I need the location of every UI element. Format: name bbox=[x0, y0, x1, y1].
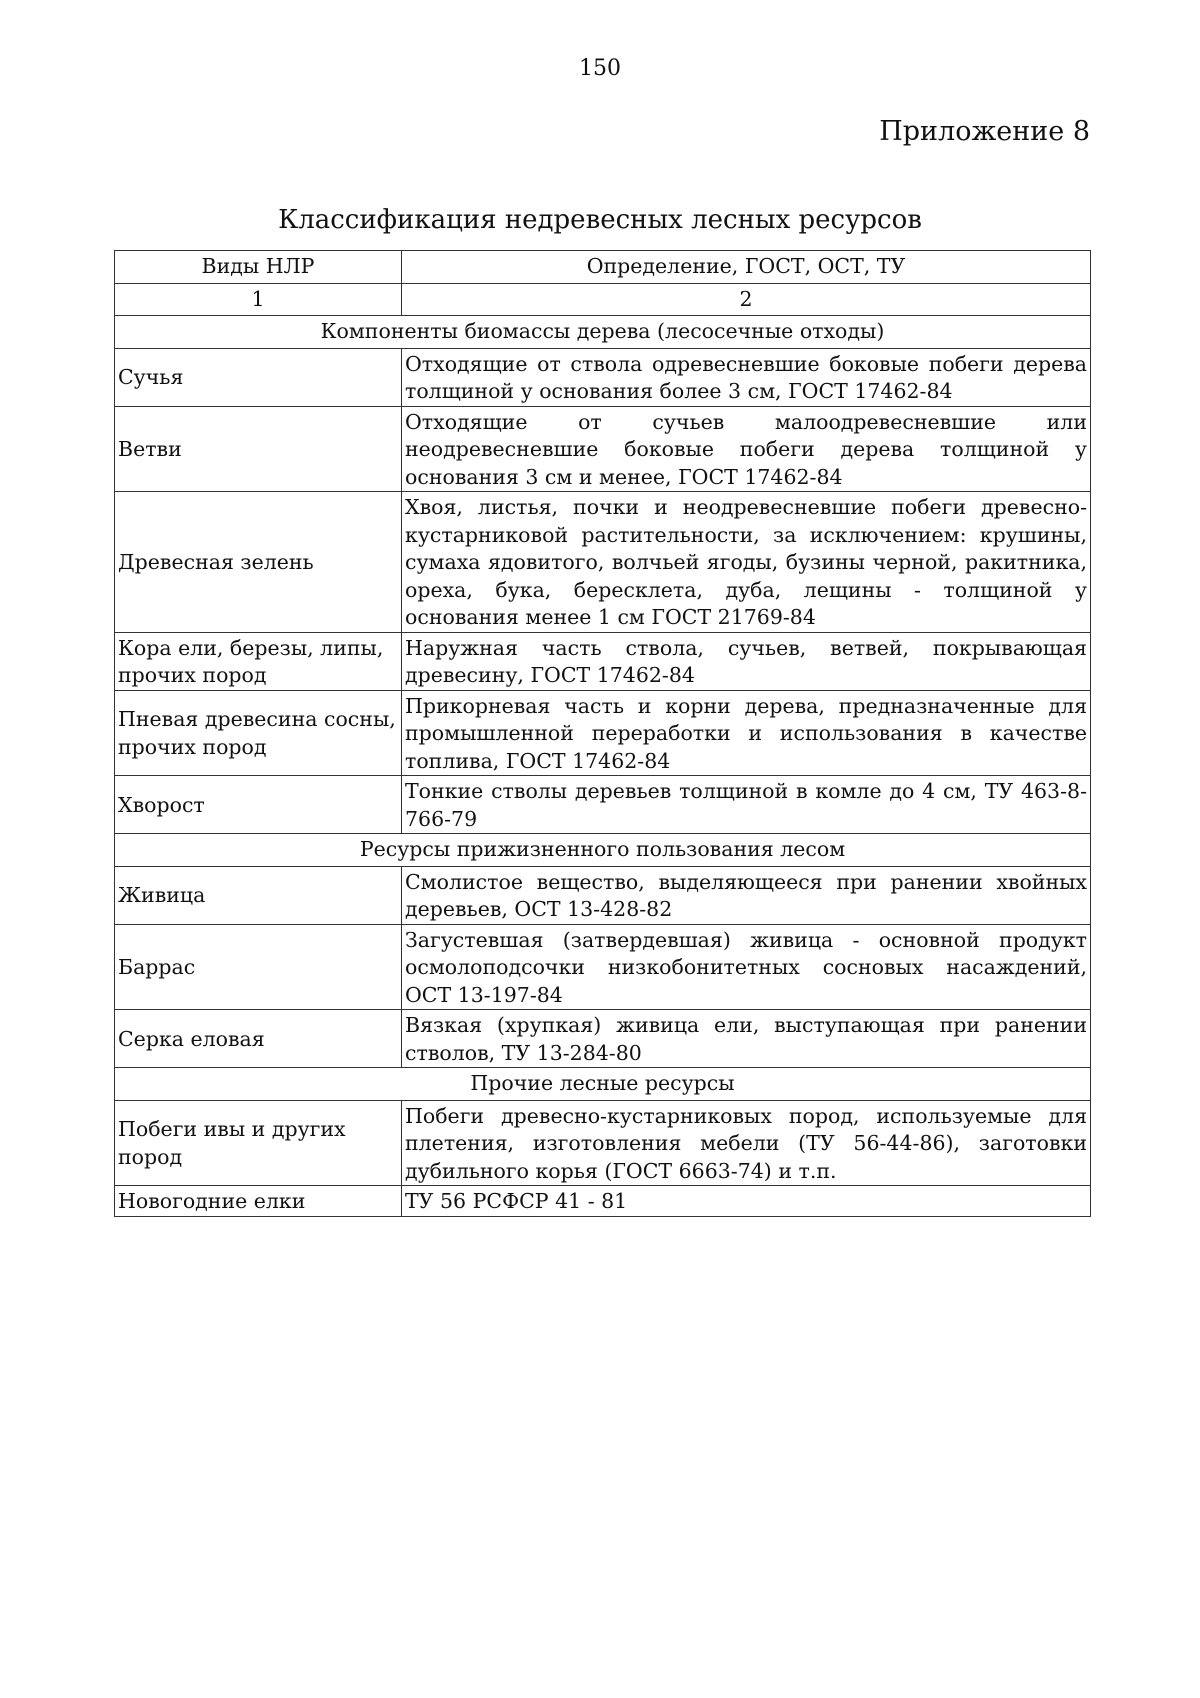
column-number-row bbox=[115, 283, 1091, 316]
definition-cell: Прикорневая часть и корни дерева, предназначенные для промышленной переработки и использования в качестве топлива, ГОСТ 17462-84 bbox=[402, 690, 1091, 776]
header-cell-definition: Определение, ГОСТ, ОСТ, ТУ bbox=[402, 251, 1091, 284]
section-title: Ресурсы прижизненного пользования лесом bbox=[115, 834, 1091, 867]
definition-cell: Тонкие стволы деревьев толщиной в комле до 4 см, ТУ 463-8-766-79 bbox=[402, 776, 1091, 834]
table-row bbox=[115, 924, 1091, 1010]
resource-type-cell: Хворост bbox=[115, 776, 402, 834]
page-number: 150 bbox=[579, 56, 621, 81]
definition-cell: Наружная часть ствола, сучьев, ветвей, покрывающая древесину, ГОСТ 17462-84 bbox=[402, 632, 1091, 690]
table-row bbox=[115, 348, 1091, 406]
definition-cell: Отходящие от ствола одревесневшие боковые побеги дерева толщиной у основания более 3 см, ГОСТ 17462-84 bbox=[402, 348, 1091, 406]
definition-cell: Загустевшая (затвердевшая) живица - основной продукт осмолоподсочки низкобонитетных сосновых насаждений, ОСТ 13-197-84 bbox=[402, 924, 1091, 1010]
document-title: Классификация недревесных лесных ресурсов bbox=[278, 205, 922, 235]
section-title: Прочие лесные ресурсы bbox=[115, 1068, 1091, 1101]
definition-cell: Отходящие от сучьев малоодревесневшие или неодревесневшие боковые побеги дерева толщиной у основания 3 см и менее, ГОСТ 17462-84 bbox=[402, 406, 1091, 492]
resource-type-cell: Побеги ивы и других пород bbox=[115, 1100, 402, 1186]
table-row bbox=[115, 866, 1091, 924]
definition-cell: Вязкая (хрупкая) живица ели, выступающая при ранении стволов, ТУ 13-284-80 bbox=[402, 1010, 1091, 1068]
resource-type-cell: Баррас bbox=[115, 924, 402, 1010]
resource-type-cell: Древесная зелень bbox=[115, 492, 402, 633]
definition-cell: Побеги древесно-кустарниковых пород, используемые для плетения, изготовления мебели (ТУ 56-44-86), заготовки дубильного корья (ГОСТ 6663-74) и т.п. bbox=[402, 1100, 1091, 1186]
definition-cell: Хвоя, листья, почки и неодревесневшие побеги древесно-кустарниковой растительности, за исключением: крушины, сумаха ядовитого, волчьей ягоды, бузины черной, ракитника, ореха, бука, бересклета, дуба, лещины - толщиной у основания менее 1 см ГОСТ 21769-84 bbox=[402, 492, 1091, 633]
section-title: Компоненты биомассы дерева (лесосечные отходы) bbox=[115, 316, 1091, 349]
resource-type-cell: Кора ели, березы, липы, прочих пород bbox=[115, 632, 402, 690]
header-row bbox=[115, 251, 1091, 284]
table-row bbox=[115, 776, 1091, 834]
header-cell-types: Виды НЛР bbox=[115, 251, 402, 284]
table-body bbox=[115, 251, 1091, 1217]
definition-cell: ТУ 56 РСФСР 41 - 81 bbox=[402, 1186, 1091, 1217]
table-row bbox=[115, 1186, 1091, 1217]
table-row bbox=[115, 690, 1091, 776]
classification-table bbox=[114, 250, 1091, 1217]
resource-type-cell: Новогодние елки bbox=[115, 1186, 402, 1217]
resource-type-cell: Серка еловая bbox=[115, 1010, 402, 1068]
section-row bbox=[115, 1068, 1091, 1101]
column-number-2: 2 bbox=[402, 283, 1091, 316]
section-row bbox=[115, 316, 1091, 349]
column-number-1: 1 bbox=[115, 283, 402, 316]
table-row bbox=[115, 632, 1091, 690]
resource-type-cell: Живица bbox=[115, 866, 402, 924]
resource-type-cell: Пневая древесина сосны, прочих пород bbox=[115, 690, 402, 776]
resource-type-cell: Ветви bbox=[115, 406, 402, 492]
table-row bbox=[115, 492, 1091, 633]
resource-type-cell: Сучья bbox=[115, 348, 402, 406]
appendix-label: Приложение 8 bbox=[879, 116, 1090, 147]
table-row bbox=[115, 1100, 1091, 1186]
table-row bbox=[115, 1010, 1091, 1068]
definition-cell: Смолистое вещество, выделяющееся при ранении хвойных деревьев, ОСТ 13-428-82 bbox=[402, 866, 1091, 924]
section-row bbox=[115, 834, 1091, 867]
table-row bbox=[115, 406, 1091, 492]
